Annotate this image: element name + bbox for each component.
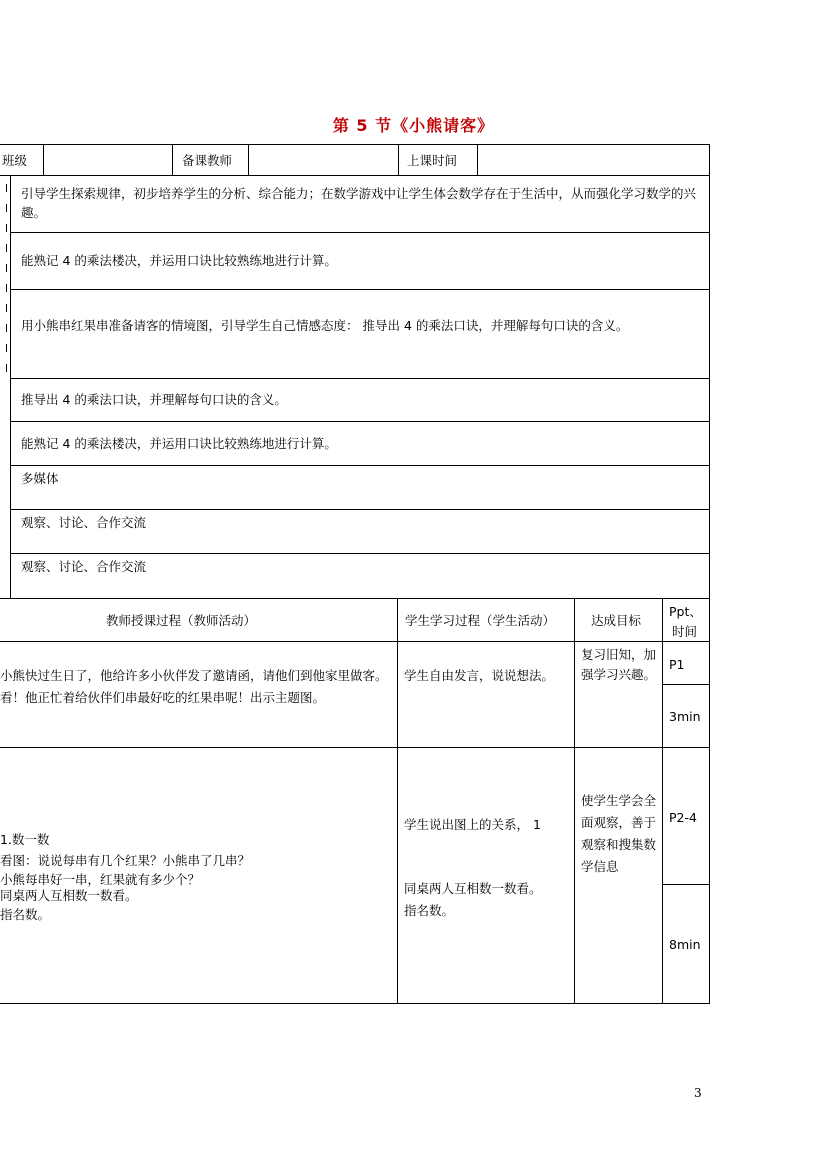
step2-teacher-line: 同桌两人互相数一数看。 [0,888,138,903]
step2-teacher-line: 1.数一数 [0,832,50,847]
teacher-activity-header: 教师授课过程（教师活动） [106,613,257,628]
step1-goal-text: 复习旧知，加强学习兴趣。 [581,647,657,682]
step2-teacher-line: 指名数。 [0,907,51,922]
step2-teacher-line: 看图：说说每串有几个红果？小熊串了几串？ [0,853,251,868]
key-point-text: 推导出 4 的乘法口诀，并理解每句口诀的含义。 [21,392,287,407]
step1-teacher-text: 小熊快过生日了，他给许多小伙伴发了邀请函，请他们到他家里做客。看！他正忙着给伙伴们串最好吃的红果串呢！出示主题图。 [0,668,388,705]
step2-student-line: 学生说出图上的关系， 1 [404,817,541,832]
ppt-header-line1: Ppt、 [669,604,702,619]
goal-header: 达成目标 [591,613,642,628]
learning-method-text: 观察、讨论、合作交流 [21,559,147,574]
step2-student-line: 同桌两人互相数一数看。 [404,881,542,896]
step1-student-text: 学生自由发言，说说想法。 [404,668,555,683]
step2-ppt: P2-4 [669,810,697,825]
class-field[interactable] [44,145,172,175]
step1-ppt: P1 [669,657,685,672]
time-label: 上课时间 [407,153,458,168]
step2-student-line: 指名数。 [404,903,455,918]
ability-goal-text: 引导学生探索规律，初步培养学生的分析、综合能力；在数学游戏中让学生体会数学存在于生活中，从而强化学习数学的兴趣。 [21,186,697,220]
student-activity-header: 学生学习过程（学生活动） [405,613,556,628]
ppt-header-line2: 时间 [672,624,698,639]
step1-time: 3min [669,709,701,724]
step2-teacher-line: 小熊每串好一串，红果就有多少个？ [0,872,201,887]
step2-goal-text: 使学生学会全面观察，善于观察和搜集数学信息 [581,793,657,874]
knowledge-goal-text: 能熟记 4 的乘法楼决，并运用口诀比较熟练地进行计算。 [21,253,337,268]
page-number: 3 [694,1086,702,1100]
time-field[interactable] [478,145,709,175]
class-label: 班级 [2,153,28,168]
teacher-label: 备课教师 [182,153,233,168]
page-title: 第 5 节《小熊请客》 [332,116,495,135]
step2-time: 8min [669,937,701,952]
difficult-point-text: 能熟记 4 的乘法楼决，并运用口诀比较熟练地进行计算。 [21,436,337,451]
emotion-goal-text: 用小熊串红果串准备请客的情境图，引导学生自己情感态度： 推导出 4 的乘法口诀，并理解每句口诀的含义。 [21,318,629,333]
media-text: 多媒体 [21,471,59,486]
teacher-field[interactable] [249,145,398,175]
teaching-method-text: 观察、讨论、合作交流 [21,515,147,530]
